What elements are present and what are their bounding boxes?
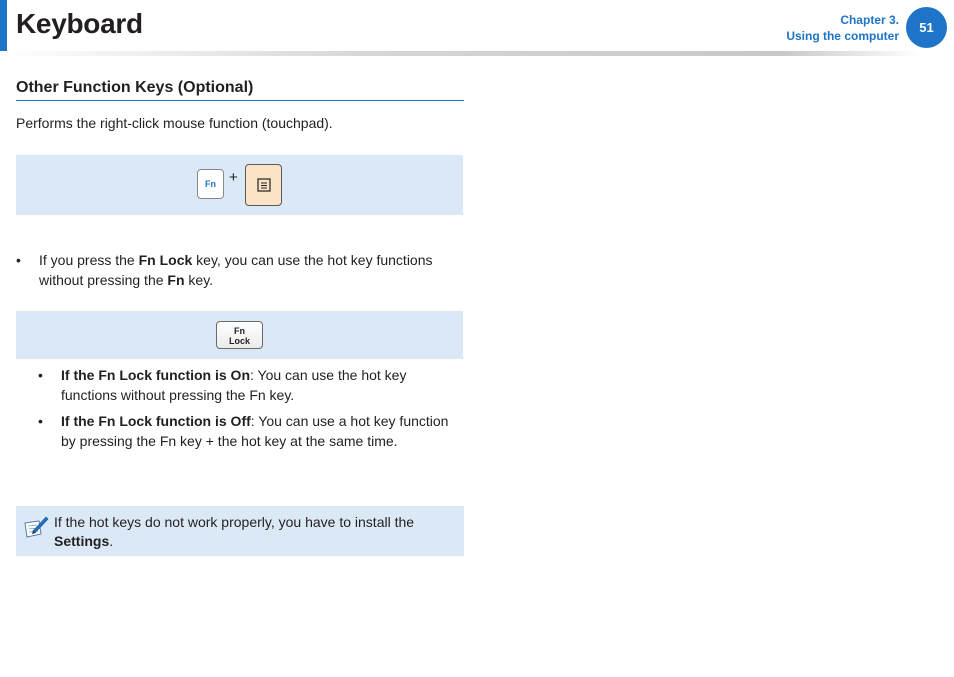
header-accent-bar	[0, 0, 7, 52]
page-title: Keyboard	[16, 8, 143, 39]
fn-key: Fn	[197, 169, 224, 199]
note-text	[54, 513, 454, 551]
chapter-label	[786, 12, 899, 44]
bullet-text-part: If you press the	[39, 252, 139, 268]
bullet-fnlock-on	[38, 365, 464, 407]
key-combo-box	[16, 155, 463, 215]
fn-lock-key-line2: Lock	[228, 336, 250, 346]
section-title: Other Function Keys (Optional)	[16, 79, 464, 101]
bullet-on-rest: : You can use the hot key functions without pressing the Fn key.	[61, 367, 407, 403]
chapter-name: Using the computer	[786, 29, 899, 43]
plus-sign: +	[229, 169, 238, 186]
note-settings-bold: Settings	[54, 533, 110, 549]
bullet-fnlock	[16, 250, 464, 292]
header-divider	[0, 51, 920, 56]
bullet-on-text	[61, 365, 464, 405]
note-box	[16, 506, 464, 556]
fn-lock-key	[216, 321, 263, 349]
page-number-badge: 51	[906, 7, 947, 48]
bullet-off-bold: If the Fn Lock function is Off	[61, 413, 251, 429]
section-intro: Performs the right-click mouse function (touchpad).	[16, 115, 333, 131]
chapter-number: Chapter 3.	[840, 13, 899, 27]
bullet-off-text	[61, 411, 464, 451]
menu-key	[245, 164, 282, 206]
fn-lock-key-line1: Fn	[234, 326, 245, 336]
bullet-text-part: key.	[184, 272, 214, 288]
note-pen-icon	[22, 514, 50, 540]
bold-fn-lock: Fn Lock	[138, 252, 193, 268]
bullet-off-rest: : You can use a hot key function by pressing the Fn key + the hot key at the same time.	[61, 413, 449, 449]
bullet-fnlock-off	[38, 411, 464, 473]
fnlock-key-box	[16, 311, 463, 359]
bullet-marker: •	[16, 252, 21, 268]
bullet-on-bold: If the Fn Lock function is On	[61, 367, 250, 383]
note-text-part: If the hot keys do not work properly, you have to install the	[54, 514, 415, 530]
note-text-end: .	[109, 533, 114, 549]
bullet-marker: •	[38, 413, 43, 429]
bullet-marker: •	[38, 367, 43, 383]
bold-fn: Fn	[167, 272, 185, 288]
bullet-fnlock-text	[39, 250, 464, 290]
menu-key-icon	[257, 178, 271, 192]
bullet-text-part: key, you can use the hot key functions without pressing the	[39, 252, 433, 288]
